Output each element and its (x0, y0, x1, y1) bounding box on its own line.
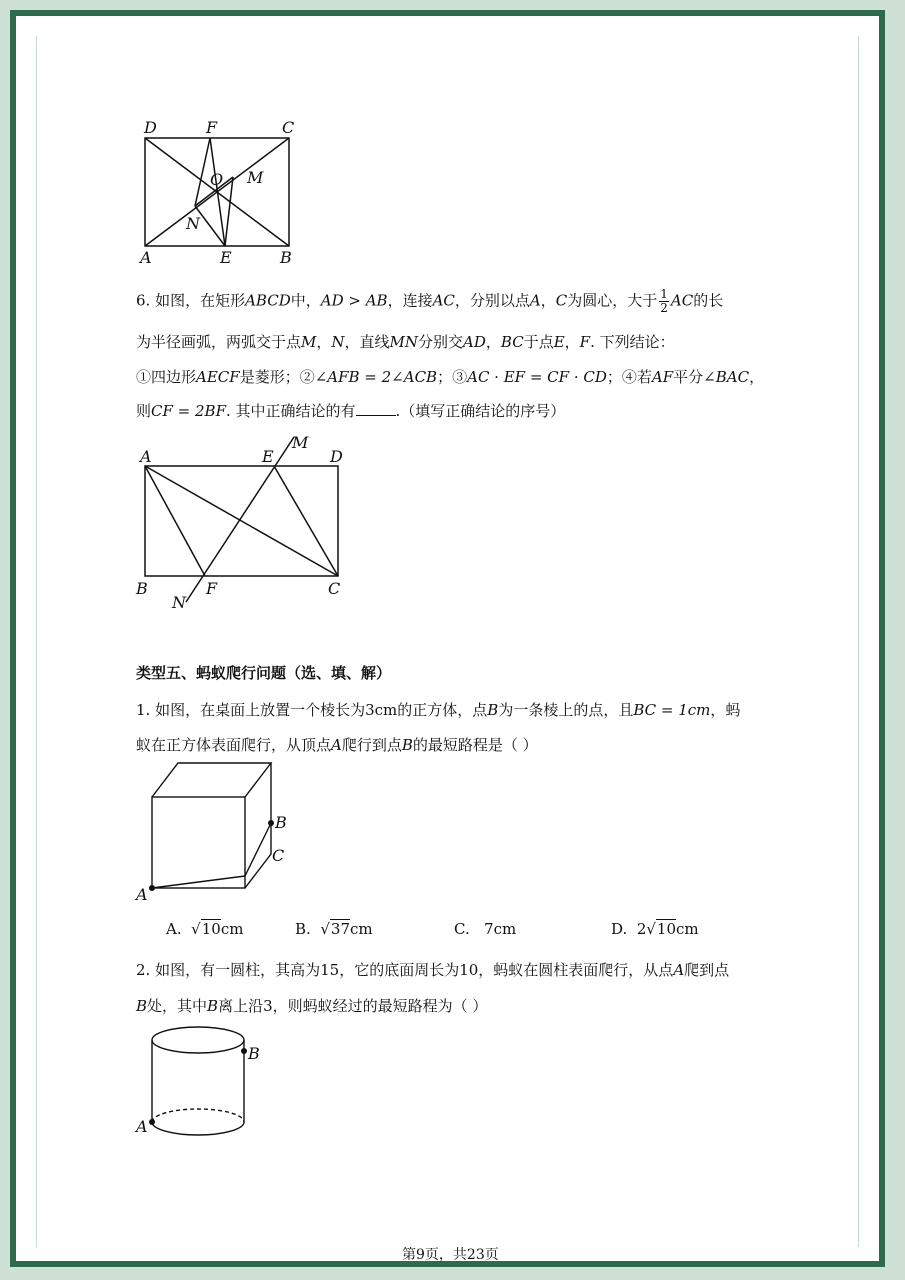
fig1-label-m: M (247, 168, 264, 187)
sqrt-b: √37 (320, 920, 350, 938)
cube-point-b (268, 820, 274, 826)
fig2-diagonal-ac (145, 466, 338, 576)
fig1-label-b: B (280, 248, 292, 267)
figure-q2-cylinder (132, 1022, 272, 1142)
choice-b[interactable]: B. √37cm (295, 920, 373, 938)
fig2-label-d: D (330, 447, 343, 466)
fig2-label-m: M (292, 433, 309, 452)
sqrt-a: √10 (191, 920, 221, 938)
fig2-label-n: N (172, 593, 186, 612)
cube-label-a: A (136, 885, 148, 903)
cylinder-label-a: A (136, 1117, 148, 1136)
q2-line-2: B处，其中B离上沿3，则蚂蚁经过的最短路程为（ ） (136, 997, 488, 1015)
cylinder-bottom-front (152, 1122, 244, 1135)
fig1-label-e: E (220, 248, 232, 267)
figure-q6-rectangle (134, 432, 359, 614)
fig1-line-em (225, 177, 233, 246)
sqrt-d: √10 (646, 920, 677, 938)
answer-blank[interactable] (356, 401, 396, 416)
q2-line-1: 2. 如图，有一圆柱，其高为15，它的底面周长为10，蚂蚁在圆柱表面爬行，从点A爬到点 (136, 961, 730, 979)
fig1-label-o: O (210, 170, 224, 189)
page-number: 第9页，共23页 (402, 1247, 499, 1263)
fig1-label-d: D (144, 118, 157, 137)
q1-line-1: 1. 如图，在桌面上放置一个棱长为3cm的正方体，点B为一条棱上的点，且BC = 1cm，蚂 (136, 701, 741, 719)
q6-line-4: 则CF = 2BF. 其中正确结论的有 .（填写正确结论的序号） (136, 402, 566, 420)
q1-line-2: 蚁在正方体表面爬行，从顶点A爬行到点B的最短路程是（ ） (136, 736, 538, 754)
fig1-label-f: F (206, 118, 218, 137)
fig2-label-b: B (136, 579, 148, 598)
fig1-label-n: N (186, 214, 200, 233)
choice-d[interactable]: D. 2√10cm (611, 920, 699, 938)
cylinder-point-a (149, 1119, 155, 1125)
q6-line-3: ①四边形AECF是菱形；②∠AFB = 2∠ACB；③AC · EF = CF · CD；④若AF平分∠BAC， (136, 368, 765, 386)
cube-front-face (152, 797, 245, 888)
cube-label-c: C (272, 846, 285, 865)
q6-line-2: 为半径画弧，两弧交于点M，N，直线MN分别交AD，BC于点E，F. 下列结论： (136, 333, 675, 351)
fig2-label-a: A (140, 447, 152, 466)
choice-a[interactable]: A. √10cm (166, 920, 244, 938)
cube-path-a-c (152, 876, 245, 888)
fig2-label-f: F (206, 579, 218, 598)
cylinder-label-b: B (248, 1044, 260, 1063)
figure-q5-rectangle (136, 115, 311, 270)
fig2-label-c: C (328, 579, 341, 598)
fraction-one-half: $\frac{1}{2}$ (660, 287, 668, 315)
section-heading: 类型五、蚂蚁爬行问题（选、填、解） (136, 664, 392, 682)
cube-path-c-b (245, 823, 271, 876)
figure-q1-cube (132, 758, 297, 903)
cube-point-a (149, 885, 155, 891)
cylinder-bottom-back (152, 1109, 244, 1122)
choice-c[interactable]: C. 7cm (454, 920, 517, 938)
cylinder-top-ellipse (152, 1027, 244, 1053)
fig2-line-ec (274, 466, 338, 576)
fig1-label-a: A (140, 248, 152, 267)
q6-line-1: 6. 如图，在矩形ABCD中，AD > AB，连接AC，分别以点A，C为圆心，大于 $\frac{1}{2}$ AC的长 (136, 287, 724, 315)
cylinder-point-b (241, 1048, 247, 1054)
fig2-line-mn (186, 437, 294, 602)
cube-top-face (152, 763, 271, 797)
fig1-label-c: C (282, 118, 295, 137)
fig2-label-e: E (262, 447, 274, 466)
cube-label-b: B (275, 813, 287, 832)
